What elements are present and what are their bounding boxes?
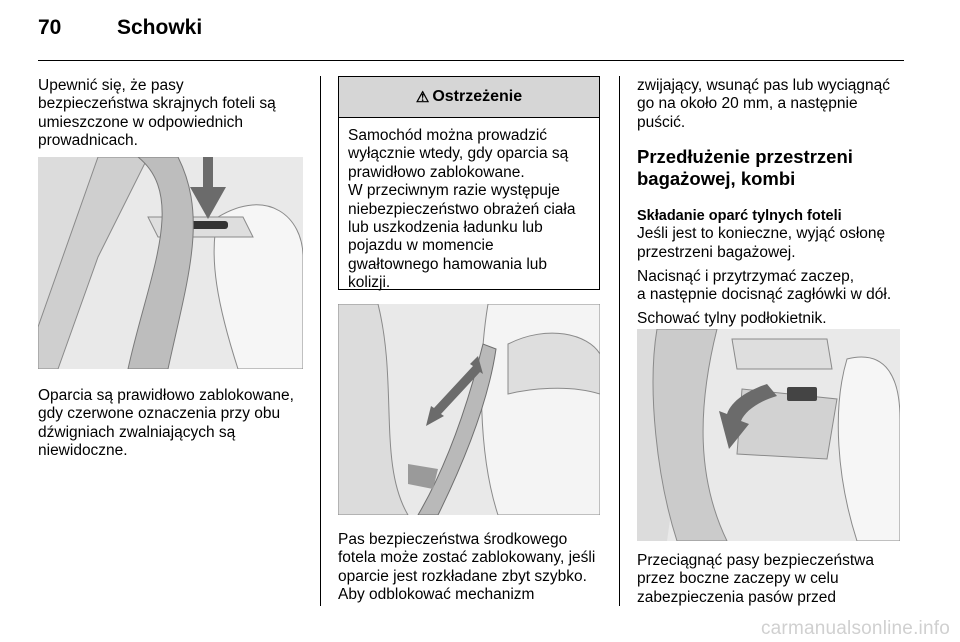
warning-header: [339, 77, 599, 118]
watermark: carmanualsonline.info: [760, 618, 950, 639]
subheading: Składanie oparć tylnych foteli: [637, 208, 842, 224]
warning-box: [338, 76, 600, 290]
section-heading: Przedłużenie przestrzeni bagażowej, kombi: [637, 146, 853, 189]
warning-title: Ostrzeżenie: [432, 88, 523, 105]
col3-paragraph1: zwijający, wsunąć pas lub wyciągnąć go na około 20 mm, a następnie puścić.: [637, 77, 890, 131]
col1-caption: Oparcia są prawidłowo zablokowane, gdy czerwone oznaczenia przy obu dźwigniach zwalniających są niewidoczne.: [38, 387, 294, 459]
figure-center-seatbelt: [338, 304, 600, 515]
col2-caption: Pas bezpieczeństwa środkowego fotela może zostać zablokowany, jeśli oparcie jest rozkładane zbyt szybko. Aby odblokować mechanizm: [338, 531, 596, 603]
warning-body: Samochód można prowadzić wyłącznie wtedy, gdy oparcia są prawidłowo zablokowane. W przeciwnym razie występuje niebezpieczeństwo obrażeń ciała lub uszkodzenia ładunku lub pojazdu w momencie gwałtownego hamowania lub kolizji.: [348, 127, 576, 292]
figure-seatbelt-guide: [38, 157, 303, 369]
col1-paragraph: Upewnić się, że pasy bezpieczeństwa skrajnych foteli są umieszczone w odpowiednich prowadnicach.: [38, 77, 276, 149]
page-title: Schowki: [117, 16, 203, 39]
header-rule: [38, 60, 904, 61]
col3-body: Składanie oparć tylnych foteli Jeśli jest to konieczne, wyjąć osłonę przestrzeni bagażowej. Nacisnąć i przytrzymać zaczep, a następnie docisnąć zagłówki w dół. Schować tylny podłokietnik.: [637, 208, 892, 328]
figure-folding-backrest: [637, 329, 900, 541]
page-number: 70: [38, 16, 62, 39]
column-divider-right: [619, 76, 620, 606]
warning-triangle-icon: ⚠: [415, 89, 430, 106]
col3-caption: Przeciągnąć pasy bezpieczeństwa przez boczne zaczepy w celu zabezpieczenia pasów przed: [637, 552, 874, 606]
column-divider-left: [320, 76, 321, 606]
